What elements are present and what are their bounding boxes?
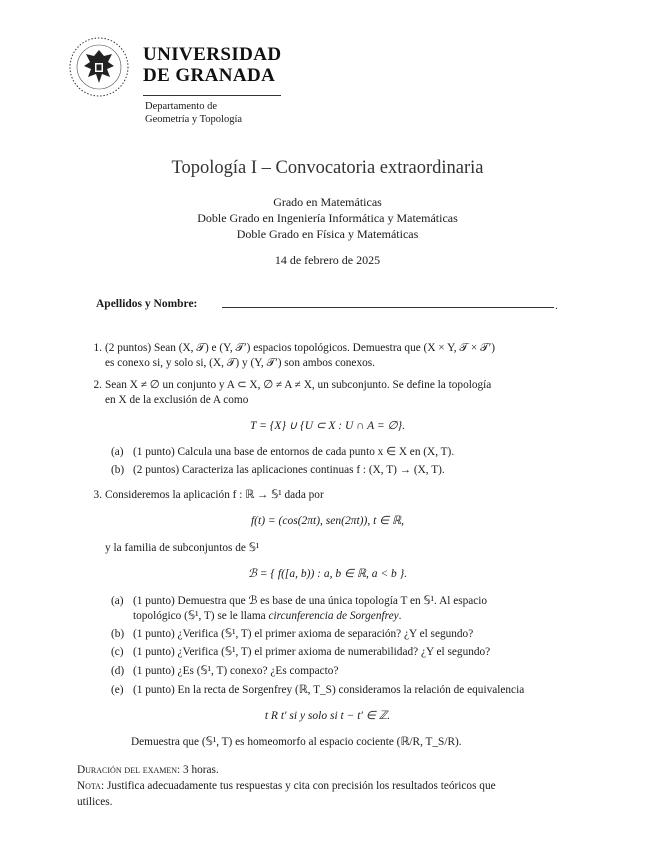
problem-2a-text: (1 punto) Calcula una base de entornos de cada punto x ∈ X en (X, T). — [133, 446, 455, 458]
problem-1-line2: es conexo si, y solo si, (X, 𝒯) y (Y, 𝒯′) son ambos conexos. — [105, 357, 375, 369]
name-label: Apellidos y Nombre: — [96, 298, 198, 310]
university-name — [143, 44, 281, 86]
header-divider — [143, 95, 281, 96]
name-input-line[interactable] — [222, 307, 554, 308]
problem-2b-text: (2 puntos) Caracteriza las aplicaciones continuas f : (X, T) → (X, T). — [133, 464, 445, 476]
problem-3e-formula: t R t′ si y solo si t − t′ ∈ ℤ. — [264, 710, 391, 722]
exam-title: Topología I – Convocatoria extraordinaria — [171, 158, 484, 178]
university-line2: DE GRANADA — [143, 65, 276, 86]
problem-3b-text: (1 punto) ¿Verifica (𝕊¹, T) el primer axioma de separación? ¿Y el segundo? — [133, 628, 474, 640]
name-line-end: . — [555, 300, 558, 312]
problem-3e-conclusion: Demuestra que (𝕊¹, T) es homeomorfo al espacio cociente (ℝ/R, T_S/R). — [131, 736, 462, 748]
department-line1: Departamento de — [145, 101, 218, 112]
degree-1: Grado en Matemáticas — [273, 195, 382, 209]
problem-3b-label: (b) — [111, 628, 125, 640]
exam-duration — [77, 762, 219, 778]
problem-2-line2: en X de la exclusión de A como — [105, 394, 249, 406]
degree-2: Doble Grado en Ingeniería Informática y Matemáticas — [197, 211, 458, 225]
problem-2b-label: (b) — [111, 464, 125, 476]
problem-1-number: 1. — [93, 342, 102, 354]
problem-3-formula2: ℬ = { f([a, b)) : a, b ∈ ℝ, a < b }. — [247, 568, 408, 580]
university-line1: UNIVERSIDAD — [143, 44, 282, 65]
problem-3a-line1: (1 punto) Demuestra que ℬ es base de una única topología T en 𝕊¹. Al espacio — [133, 595, 488, 607]
problem-2-line1: Sean X ≠ ∅ un conjunto y A ⊂ X, ∅ ≠ A ≠ X, un subconjunto. Se define la topología — [105, 379, 492, 391]
problem-3-line2: y la familia de subconjuntos de 𝕊¹ — [105, 542, 260, 554]
duration-value: 3 horas. — [183, 764, 219, 776]
problem-3d-label: (d) — [111, 665, 125, 677]
problem-3-formula1: f(t) = (cos(2πt), sen(2πt)), t ∈ ℝ, — [250, 515, 405, 527]
exam-date: 14 de febrero de 2025 — [274, 253, 381, 267]
problem-3d-text: (1 punto) ¿Es (𝕊¹, T) conexo? ¿Es compacto? — [133, 665, 339, 677]
problem-3a-label: (a) — [111, 595, 124, 607]
duration-label: Duración del examen: — [77, 764, 181, 776]
problem-2-formula: T = {X} ∪ {U ⊂ X : U ∩ A = ∅}. — [250, 420, 405, 432]
problem-1-line1: (2 puntos) Sean (X, 𝒯) e (Y, 𝒯′) espacios topológicos. Demuestra que (X × Y, 𝒯 × 𝒯′) — [105, 342, 495, 354]
department-name — [145, 100, 242, 126]
problem-2a-label: (a) — [111, 446, 124, 458]
sorgenfrey-term: circunferencia de Sorgenfrey — [268, 610, 399, 622]
degree-3: Doble Grado en Física y Matemáticas — [236, 227, 419, 241]
problem-3-number: 3. — [93, 489, 102, 501]
note-line1: Justifica adecuadamente tus respuestas y cita con precisión los resultados teóricos que — [106, 780, 496, 792]
problem-3c-label: (c) — [111, 646, 124, 658]
problem-3e-label: (e) — [111, 684, 124, 696]
department-line2: Geometría y Topología — [145, 114, 243, 125]
problem-2-number: 2. — [93, 379, 102, 391]
exam-note — [77, 778, 496, 794]
problem-3a-line2: topológico (𝕊¹, T) se le llama circunferencia de Sorgenfrey. — [133, 610, 402, 622]
problem-3e-text: (1 punto) En la recta de Sorgenfrey (ℝ, T_S) consideramos la relación de equivalencia — [133, 684, 525, 696]
university-seal-icon — [68, 36, 130, 98]
note-label: Nota: — [77, 780, 105, 792]
note-line2: utilices. — [77, 796, 113, 808]
problem-3c-text: (1 punto) ¿Verifica (𝕊¹, T) el primer axioma de numerabilidad? ¿Y el segundo? — [133, 646, 491, 658]
problem-3-line1: Consideremos la aplicación f : ℝ → 𝕊¹ dada por — [105, 489, 324, 501]
